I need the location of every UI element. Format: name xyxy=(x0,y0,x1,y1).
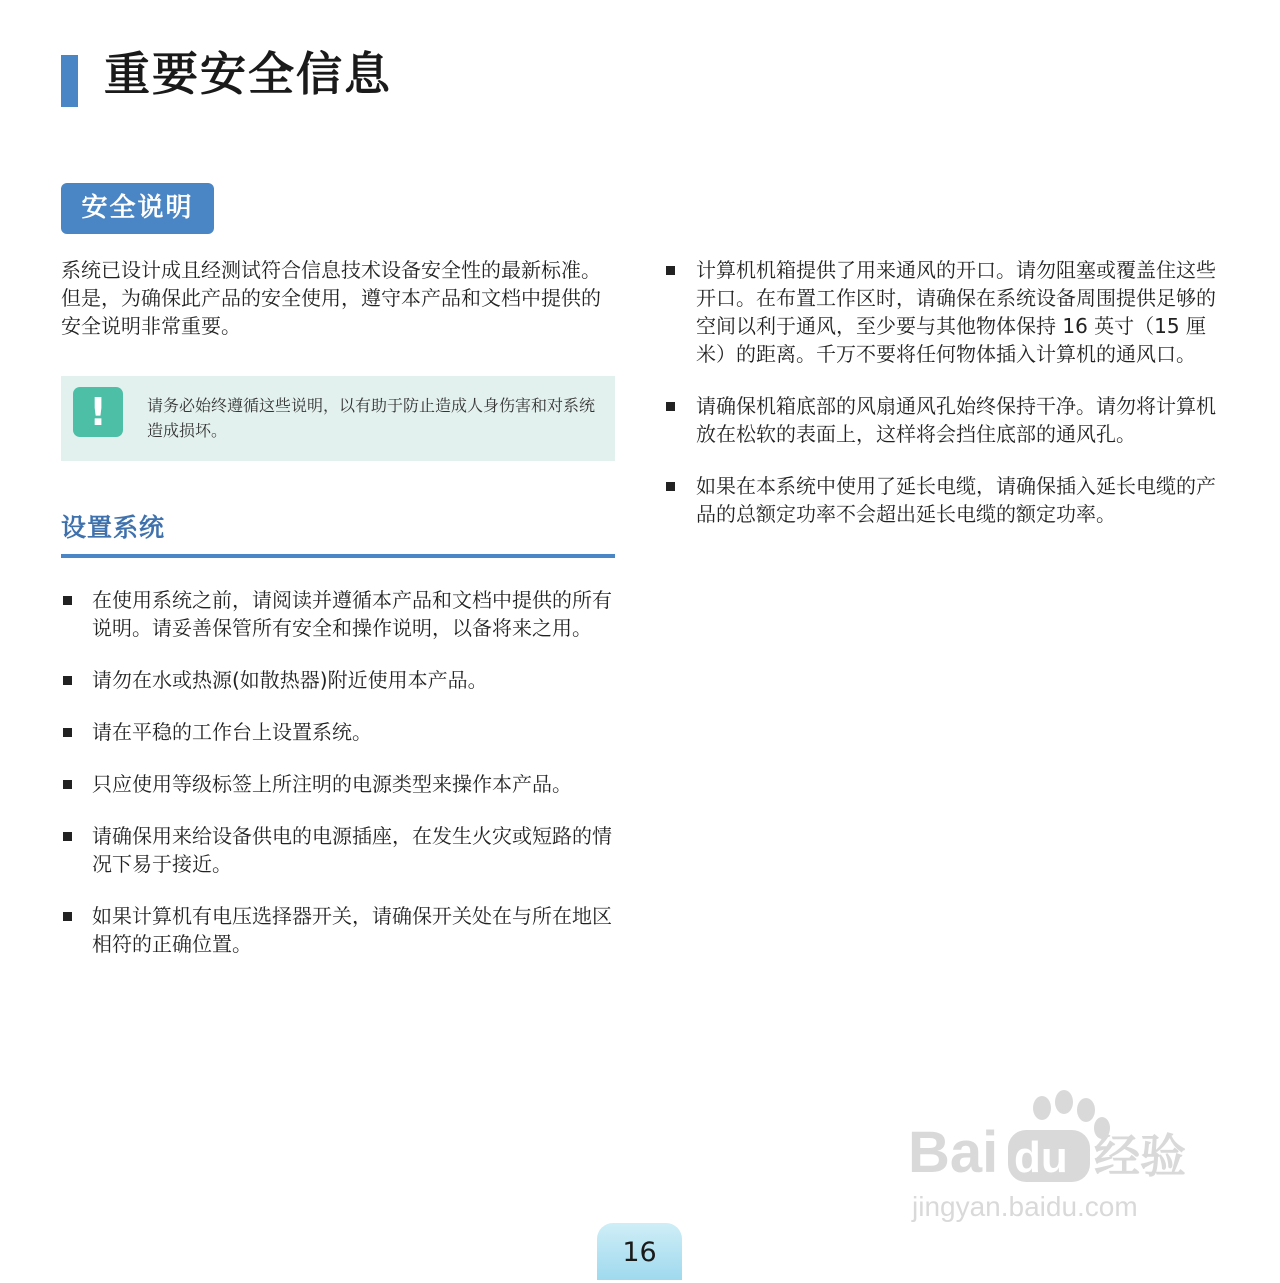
bullet-square-icon xyxy=(63,780,72,789)
watermark-brand-cn: 经验 xyxy=(1094,1129,1186,1183)
exclamation-icon: ! xyxy=(73,387,123,437)
list-item xyxy=(61,718,615,746)
setup-instructions-list xyxy=(61,586,615,982)
ventilation-instructions-list xyxy=(664,256,1219,552)
list-item-text: 请确保机箱底部的风扇通风孔始终保持干净。请勿将计算机放在松软的表面上，这样将会挡住底部的通风孔。 xyxy=(696,394,1216,446)
list-item-text: 计算机机箱提供了用来通风的开口。请勿阻塞或覆盖住这些开口。在布置工作区时，请确保在系统设备周围提供足够的空间以利于通风，至少要与其他物体保持 16 英寸（15 厘米）的距离。千万不要将任何物体插入计算机的通风口。 xyxy=(696,258,1216,366)
list-item-text: 如果在本系统中使用了延长电缆，请确保插入延长电缆的产品的总额定功率不会超出延长电缆的额定功率。 xyxy=(696,474,1216,526)
bullet-square-icon xyxy=(63,728,72,737)
list-item xyxy=(61,902,615,958)
list-item-text: 请勿在水或热源(如散热器)附近使用本产品。 xyxy=(92,668,488,692)
list-item-text: 只应使用等级标签上所注明的电源类型来操作本产品。 xyxy=(92,772,572,796)
intro-paragraph: 系统已设计成且经测试符合信息技术设备安全性的最新标准。但是，为确保此产品的安全使用，遵守本产品和文档中提供的安全说明非常重要。 xyxy=(61,258,601,338)
list-item xyxy=(664,472,1219,528)
title-accent-bar xyxy=(61,55,78,107)
notice-box xyxy=(61,376,615,461)
page-number: 16 xyxy=(597,1223,682,1280)
bullet-square-icon xyxy=(63,832,72,841)
watermark-brand: Bai xyxy=(908,1120,999,1185)
baidu-jingyan-watermark xyxy=(908,1090,1208,1230)
list-item-text: 如果计算机有电压选择器开关，请确保开关处在与所在地区相符的正确位置。 xyxy=(92,904,612,956)
list-item xyxy=(61,770,615,798)
list-item xyxy=(664,256,1219,368)
list-item xyxy=(61,586,615,642)
setup-section-heading: 设置系统 xyxy=(61,513,166,542)
section-badge-safety: 安全说明 xyxy=(61,183,214,234)
watermark-brand-du: du xyxy=(1014,1133,1068,1182)
section-divider xyxy=(61,554,615,558)
list-item-text: 请在平稳的工作台上设置系统。 xyxy=(92,720,372,744)
bullet-square-icon xyxy=(666,402,675,411)
notice-text: 请务必始终遵循这些说明，以有助于防止造成人身伤害和对系统造成损坏。 xyxy=(147,396,596,440)
list-item-text: 请确保用来给设备供电的电源插座，在发生火灾或短路的情况下易于接近。 xyxy=(92,824,612,876)
list-item xyxy=(61,822,615,878)
bullet-square-icon xyxy=(63,596,72,605)
bullet-square-icon xyxy=(63,912,72,921)
bullet-square-icon xyxy=(666,266,675,275)
bullet-square-icon xyxy=(666,482,675,491)
page-title: 重要安全信息 xyxy=(104,47,392,101)
list-item xyxy=(61,666,615,694)
bullet-square-icon xyxy=(63,676,72,685)
list-item-text: 在使用系统之前，请阅读并遵循本产品和文档中提供的所有说明。请妥善保管所有安全和操作说明，以备将来之用。 xyxy=(92,588,612,640)
list-item xyxy=(664,392,1219,448)
watermark-url: jingyan.baidu.com xyxy=(912,1191,1138,1222)
